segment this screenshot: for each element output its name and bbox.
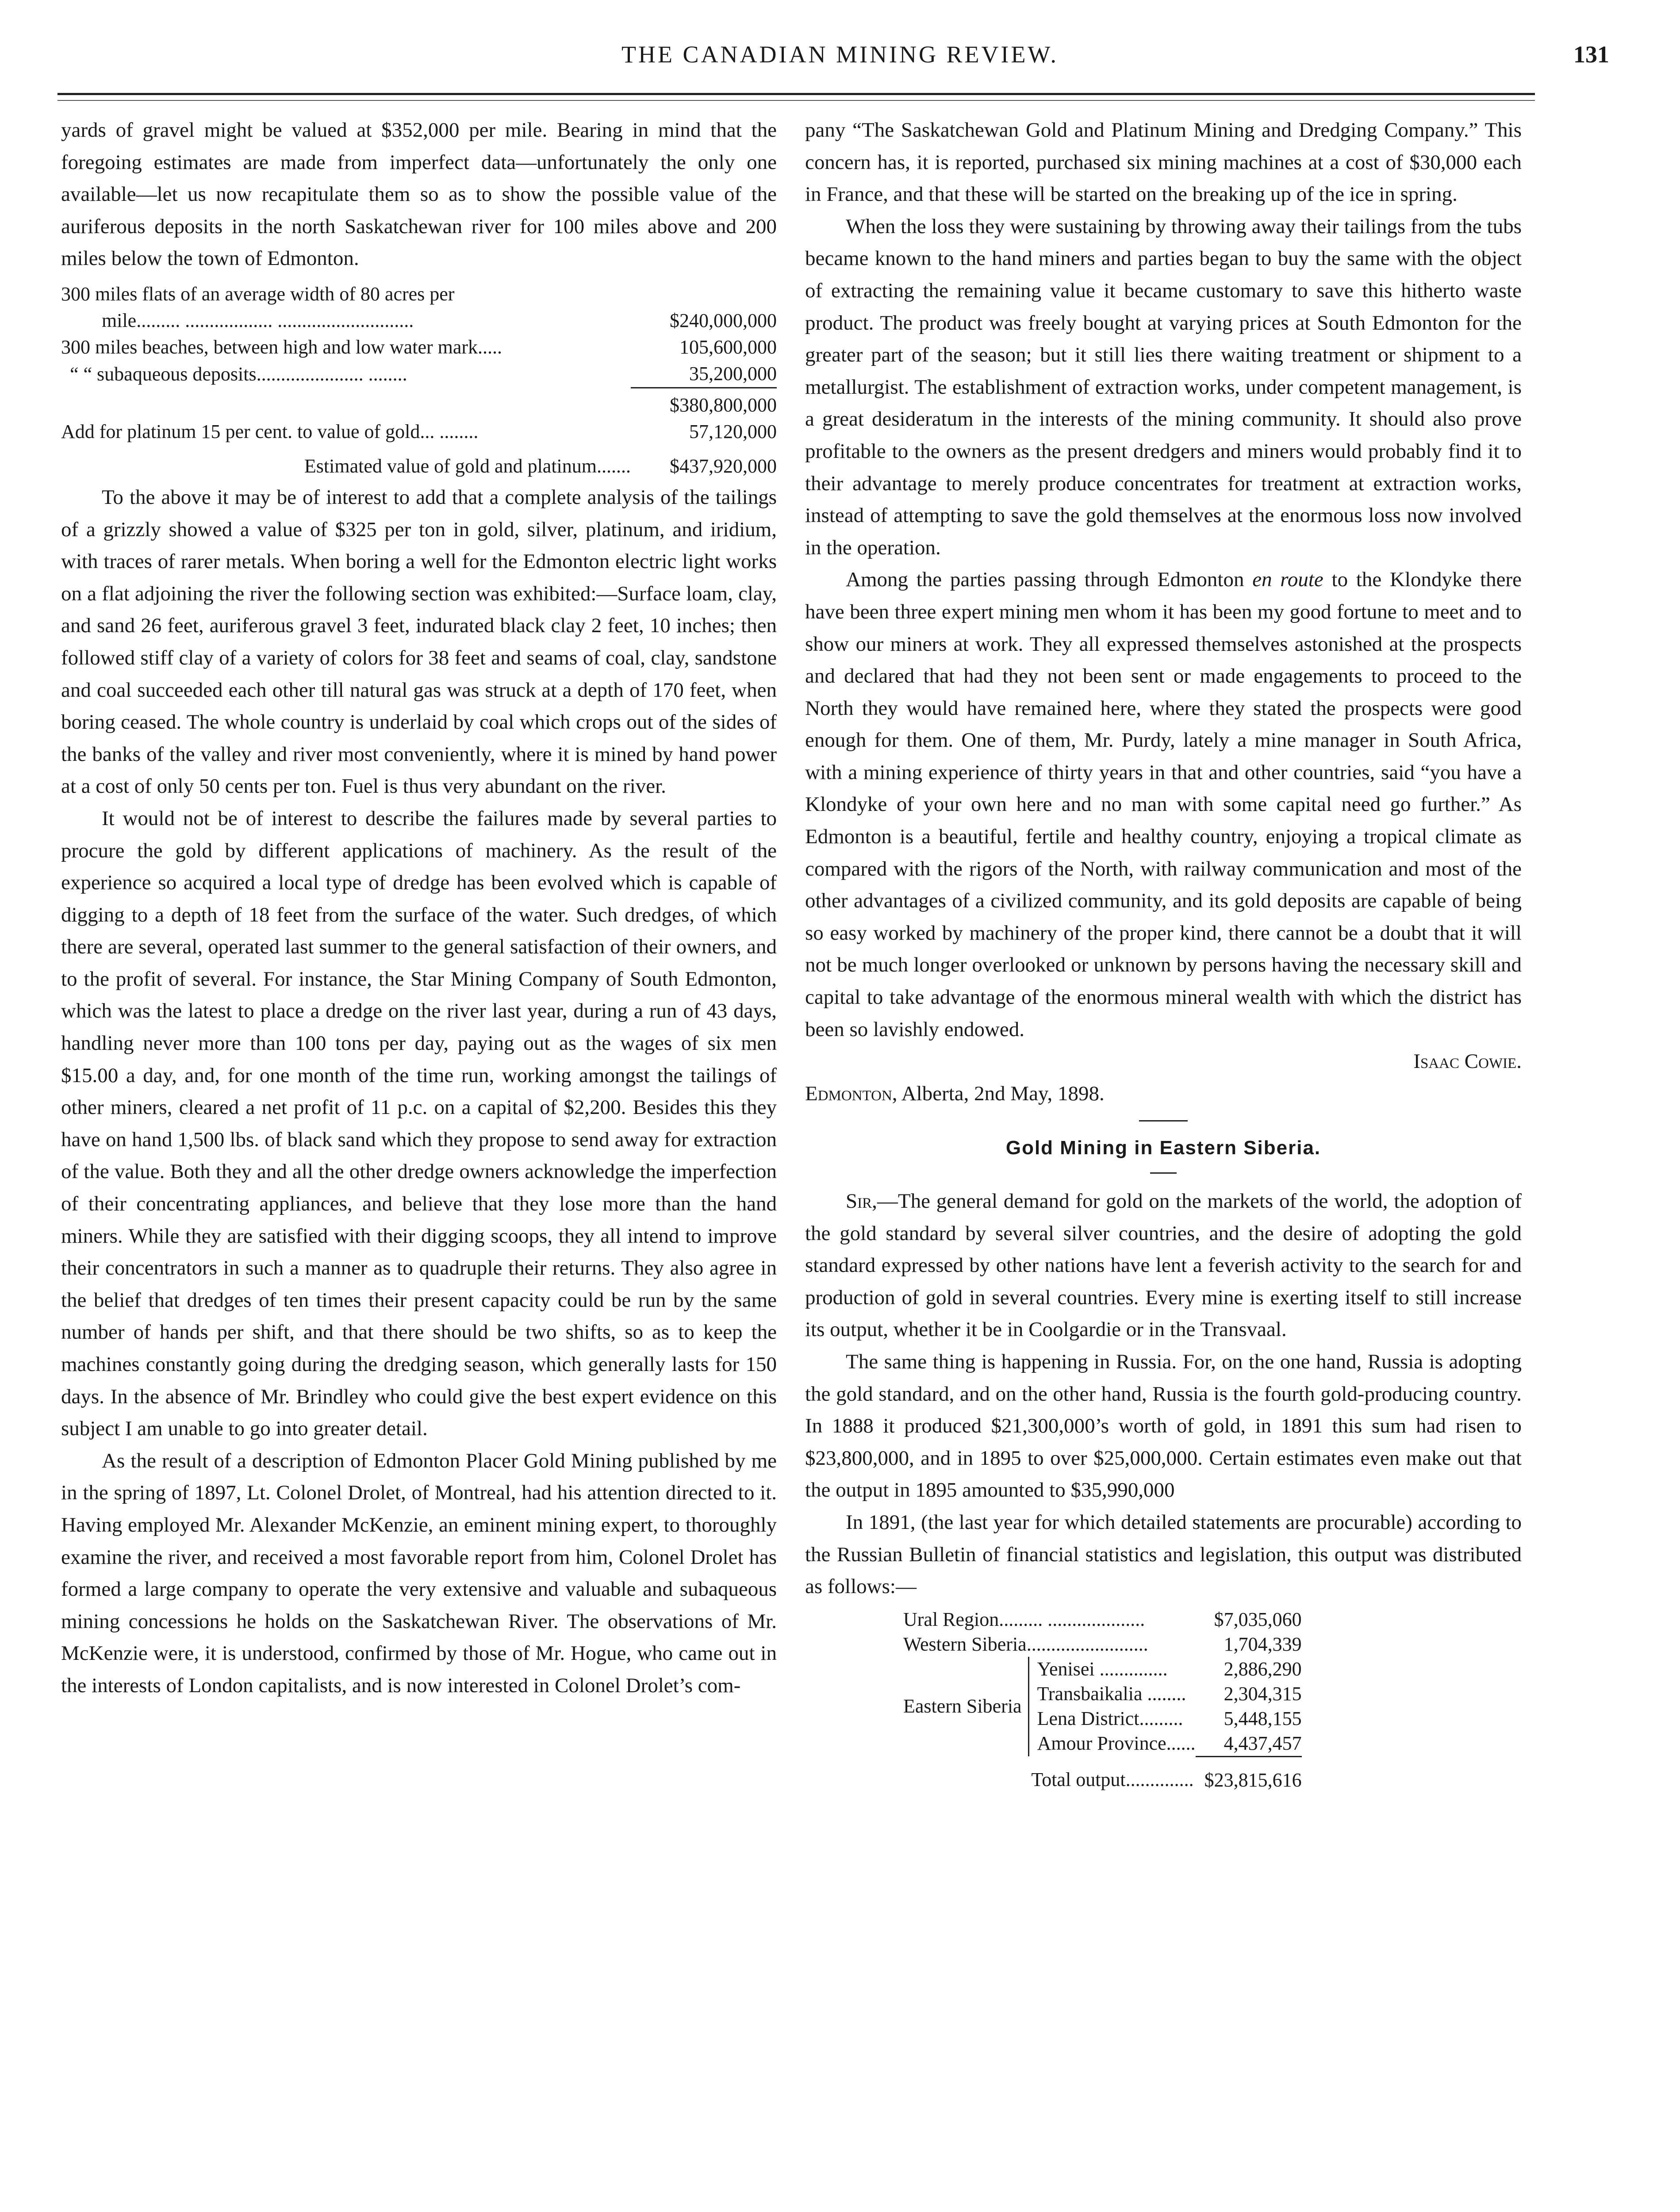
left-column	[61, 114, 777, 1702]
estimate-row-beaches	[61, 334, 777, 361]
dateline-place: Edmonton,	[805, 1082, 898, 1105]
estimate-flats-label-cont: mile......... .................. ............................	[102, 309, 414, 331]
left-paragraph-2: To the above it may be of interest to add that a complete analysis of the tailings of a grizzly showed a value of $325 per ton in gold, silver, platinum, and iridium, with traces of rarer metals. When boring a well for the Edmonton electric light works on a flat adjoining the river the following section was exhibited:—Surface loam, clay, and sand 26 feet, auriferous gravel 3 feet, indurated black clay 2 feet, 10 inches; then followed stiff clay of a variety of colors for 38 feet and seams of coal, clay, sandstone and coal succeeded each other till natural gas was struck at a depth of 170 feet, when boring ceased. The whole country is underlaid by coal which crops out of the sides of the banks of the valley and river most conveniently, where it is mined by hand power at a cost of only 50 cents per ton. Fuel is thus very abundant on the river.	[61, 485, 777, 798]
header-rule-thin	[58, 100, 1535, 101]
output-lena-label: Lena District.........	[1028, 1706, 1196, 1731]
siberia-salutation: Sir,	[846, 1190, 877, 1213]
output-yenisei-label: Yenisei ..............	[1028, 1657, 1196, 1682]
output-yenisei-value: 2,886,290	[1224, 1658, 1302, 1680]
left-paragraph-3: It would not be of interest to describe the failures made by several parties to procure the gold by different applications of machinery. As the result of the experience so acquired a local type of dredge has been evolved which is capable of digging to a depth of 18 feet from the surface of the water. Such dredges, of which there are several, operated last summer to the general satisfaction of their owners, and to the profit of several. For instance, the Star Mining Company of South Edmonton, which was the latest to place a dredge on the river last year, during a run of 43 days, handling never more than 100 tons per day, paying out as the wages of six men $15.00 a day, and, for one month of the time run, working amongst the tailings of other miners, cleared a net profit of 11 p.c. on a capital of $2,200. Besides this they have on hand 1,500 lbs. of black sand which they propose to send away for extraction of the value. Both they and all the other dredge owners acknowledge the imperfection of their concentrating appliances, and believe that they lose more than the hand miners. While they are satisfied with their digging scoops, they all intend to improve their concentrators in such a manner as to quadruple their returns. They also agree in the belief that dredges of ten times their present capacity could be run by the same number of hands per shift, and that there should be two shifts, so as to keep the machines constantly going during the dredging season, which generally lasts for 150 days. In the absence of Mr. Brindley who could give the best expert evidence on this subject I am unable to go into greater detail.	[61, 806, 777, 1440]
estimate-platinum-amount: 57,120,000	[689, 420, 777, 442]
estimate-subaqueous-label: “ “ subaqueous deposits...................... ........	[70, 363, 407, 385]
estimate-flats-amount: $240,000,000	[670, 309, 777, 331]
output-transbaikalia-label: Transbaikalia ........	[1028, 1682, 1196, 1706]
right-column	[805, 114, 1522, 1793]
output-row-total	[903, 1756, 1302, 1793]
right-paragraph-3-start: Among the parties passing through Edmonton	[846, 568, 1244, 591]
estimate-row-subtotal	[61, 388, 777, 419]
estimate-row-flats	[61, 281, 777, 307]
estimate-total-label: Estimated value of gold and platinum.......	[304, 455, 631, 477]
header-rule	[58, 93, 1535, 95]
output-total-label: Total output..............	[1031, 1768, 1194, 1790]
output-amour-value: 4,437,457	[1224, 1732, 1302, 1754]
estimate-subtotal-amount: $380,800,000	[631, 388, 777, 419]
right-paragraph-3-italic: en route	[1252, 568, 1323, 591]
output-western-label: Western Siberia.........................	[903, 1633, 1148, 1655]
estimate-total-amount: $437,920,000	[670, 455, 777, 477]
estimate-platinum-label: Add for platinum 15 per cent. to value of gold... ........	[61, 420, 479, 442]
right-paragraph-3-rest: to the Klondyke there have been three expert mining men whom it has been my good fortune to meet and to show our miners at work. They all expressed themselves astonished at the prospects and declared that had they not been sent or made engagements to proceed to the North they would have remained here, where they stated the prospects were good enough for them. One of them, Mr. Purdy, lately a mine manager in South Africa, with a mining experience of thirty years in that and other countries, said “you have a Klondyke of your own here and no man with some capital need go further.” As Edmonton is a beautiful, fertile and healthy country, enjoying a tropical climate as compared with the rigors of the North, with railway communication and most of the other advantages of a civilized community, and its gold deposits are capable of being so easy worked by machinery of the proper kind, there cannot be a doubt that it will not be much longer overlooked or unknown by persons having the necessary skill and capital to take advantage of the enormous mineral wealth with which the district has been so lavishly endowed.	[805, 568, 1522, 1041]
output-row-ural	[903, 1607, 1302, 1632]
left-paragraph-4: As the result of a description of Edmonton Placer Gold Mining published by me in the spring of 1897, Lt. Colonel Drolet, of Montreal, had his attention directed to it. Having employed Mr. Alexander McKenzie, an eminent mining expert, to thoroughly examine the river, and received a most favorable report from him, Colonel Drolet has formed a large company to operate the very extensive and valuable and subaqueous mining concessions he holds on the Saskatchewan River. The observations of Mr. McKenzie were, it is understood, confirmed by those of Mr. Hogue, who came out in the interests of London capitalists, and is now interested in Colonel Drolet’s com-	[61, 1449, 777, 1697]
estimate-subaqueous-amount: 35,200,000	[689, 362, 777, 384]
right-paragraph-2: When the loss they were sustaining by throwing away their tailings from the tubs became known to the hand miners and parties began to buy the same with the object of extracting the remaining value it became customary to save this hitherto waste product. The product was freely bought at varying prices at South Edmonton for the greater part of the season; but it still lies there waiting treatment or shipment to a metallurgist. The establishment of extraction works, under competent management, is a great desideratum in the interests of the mining community. It should also prove profitable to the owners as the present dredgers and miners would probably find it to their advantage to merely produce concentrates for treatment at extraction works, instead of attempting to save the gold themselves at the enormous loss now involved in the operation.	[805, 215, 1522, 559]
estimate-row-total	[61, 445, 777, 480]
right-paragraph-3	[805, 564, 1522, 1045]
estimate-row-platinum	[61, 419, 777, 445]
estimate-row-subaqueous	[61, 361, 777, 388]
estimate-beaches-label: 300 miles beaches, between high and low water mark.....	[61, 336, 502, 358]
output-row-western	[903, 1632, 1302, 1657]
output-lena-value: 5,448,155	[1224, 1707, 1302, 1729]
output-row-yenisei	[903, 1657, 1302, 1682]
running-header-title: THE CANADIAN MINING REVIEW.	[621, 41, 1059, 68]
right-paragraph-1: pany “The Saskatchewan Gold and Platinum Mining and Dredging Company.” This concern has, it is reported, purchased six mining machines at a cost of $30,000 each in France, and that these will be started on the breaking up of the ice in spring.	[805, 119, 1522, 206]
output-ural-value: $7,035,060	[1214, 1608, 1302, 1630]
section-divider-bottom	[1150, 1172, 1177, 1174]
section-heading: Gold Mining in Eastern Siberia.	[1005, 1137, 1321, 1159]
output-amour-label: Amour Province......	[1028, 1731, 1196, 1757]
estimate-row-flats-cont	[61, 307, 777, 334]
output-total-value: $23,815,616	[1196, 1756, 1302, 1793]
section-divider-top	[1139, 1120, 1188, 1121]
left-paragraph-1: yards of gravel might be valued at $352,000 per mile. Bearing in mind that the foregoing estimates are made from imperfect data—unfortunately the only one available—let us now recapitulate them so as to show the possible value of the auriferous deposits in the north Saskatchewan river for 100 miles above and 200 miles below the town of Edmonton.	[61, 119, 777, 270]
siberia-paragraph-1-text: —The general demand for gold on the markets of the world, the adoption of the gold standard by several silver countries, and the desire of adopting the gold standard expressed by other nations have lent a feverish activity to the search for and production of gold in several countries. Every mine is exerting itself to still increase its output, whether it be in Coolgardie or in the Transvaal.	[805, 1190, 1522, 1341]
siberia-paragraph-1	[805, 1185, 1522, 1346]
output-western-value: 1,704,339	[1224, 1633, 1302, 1655]
letter-dateline	[805, 1078, 1522, 1110]
output-distribution-table	[903, 1607, 1302, 1793]
siberia-paragraph-3: In 1891, (the last year for which detailed statements are procurable) according to the Russian Bulletin of financial statistics and legislation, this output was distributed as follows:—	[805, 1510, 1522, 1598]
dateline-rest: Alberta, 2nd May, 1898.	[901, 1082, 1105, 1105]
estimate-beaches-amount: 105,600,000	[679, 336, 777, 358]
output-transbaikalia-value: 2,304,315	[1224, 1682, 1302, 1705]
estimate-flats-label: 300 miles flats of an average width of 80 acres per	[61, 283, 455, 305]
page-number: 131	[1573, 41, 1609, 68]
siberia-paragraph-2: The same thing is happening in Russia. For, on the one hand, Russia is adopting the gold standard, and on the other hand, Russia is the fourth gold-producing country. In 1888 it produced $21,300,000’s worth of gold, in 1891 this sum had risen to $23,800,000, and in 1895 to over $25,000,000. Certain estimates even make out that the output in 1895 amounted to $35,990,000	[805, 1350, 1522, 1502]
output-ural-label: Ural Region......... ....................	[903, 1608, 1145, 1630]
value-estimate-table	[61, 281, 777, 480]
letter-signature: Isaac Cowie.	[1413, 1050, 1522, 1073]
output-eastern-label: Eastern Siberia	[903, 1695, 1022, 1717]
